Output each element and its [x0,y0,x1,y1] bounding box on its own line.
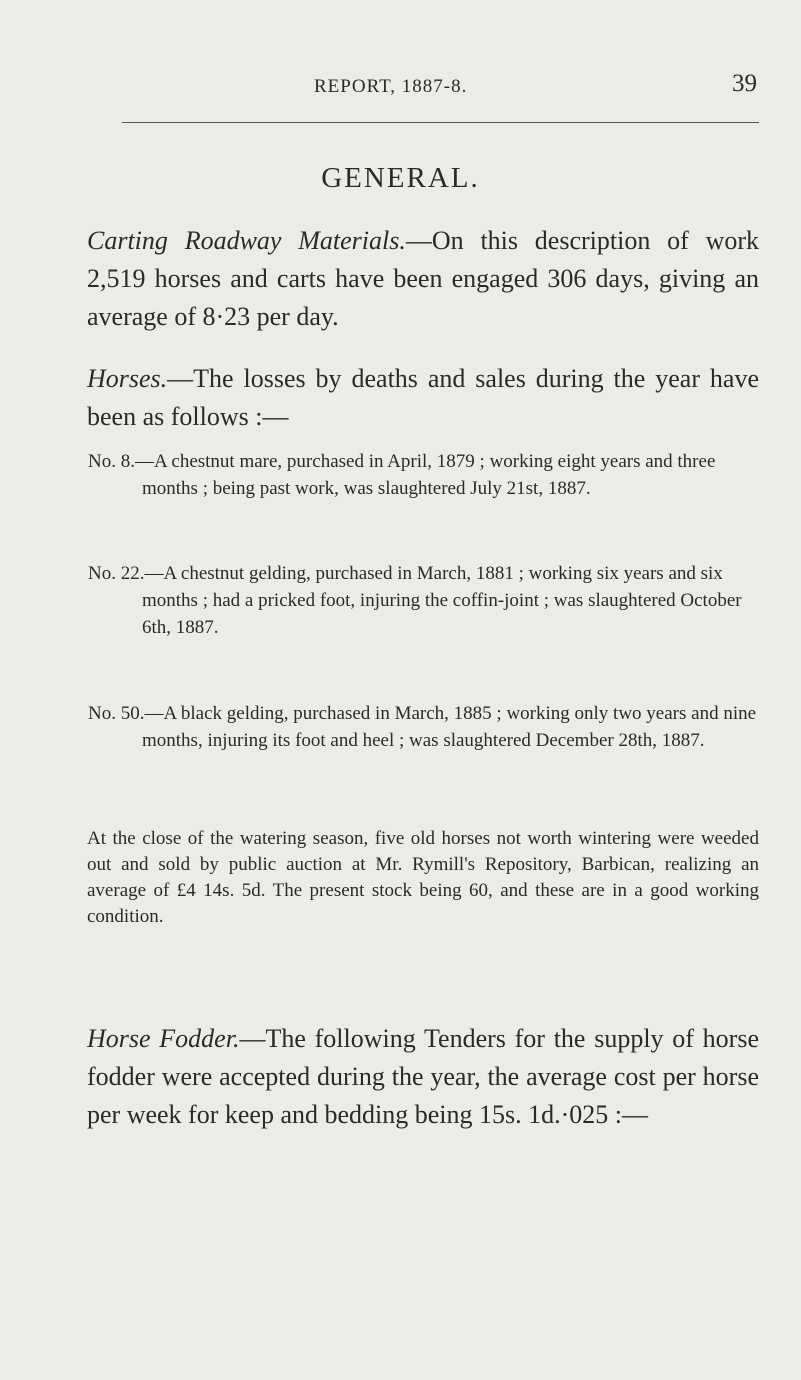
horse-entry: No. 50.—A black gelding, purchased in March, 1885 ; working only two years and nine months, injuring its foot and heel ; was slaughtered December 28th, 1887. [88,703,757,751]
page-number: 39 [732,70,757,97]
carting-text: —On this description of work 2,519 horses and carts have been engaged 306 days, giving an average of 8·23 per day. [87,226,760,331]
carting-heading: Carting Roadway Materials. [87,226,406,255]
horse-entry: No. 22.—A chestnut gelding, purchased in March, 1881 ; working six years and six months ; had a pricked foot, injuring the coffin-joint ; was slaughtered October 6th, 1887. [88,563,742,638]
header-rule [122,122,759,123]
horse-entry: No. 8.—A chestnut mare, purchased in April, 1879 ; working eight years and three months ; being past work, was slaughtered July 21st, 1887. [88,451,716,499]
running-head: REPORT, 1887-8. [314,76,468,97]
watering-paragraph: At the close of the watering season, five old horses not worth wintering were weeded out and sold by public auction at Mr. Rymill's Repository, Barbican, realizing an average of £4 14s. 5d. The present stock being 60, and these are in a good working condition. [87,828,759,927]
fodder-text: —The following Tenders for the supply of horse fodder were accepted during the year, the average cost per horse per week for keep and bedding being 15s. 1d.·025 :— [87,1024,759,1129]
section-title: GENERAL. [321,162,480,194]
page-header [0,70,801,106]
carting-paragraph [87,222,759,336]
horses-text: —The losses by deaths and sales during the year have been as follows :— [87,364,759,431]
fodder-heading: Horse Fodder. [87,1024,240,1053]
horses-paragraph [87,360,759,436]
fodder-paragraph [87,1020,759,1134]
horses-heading: Horses. [87,364,168,393]
